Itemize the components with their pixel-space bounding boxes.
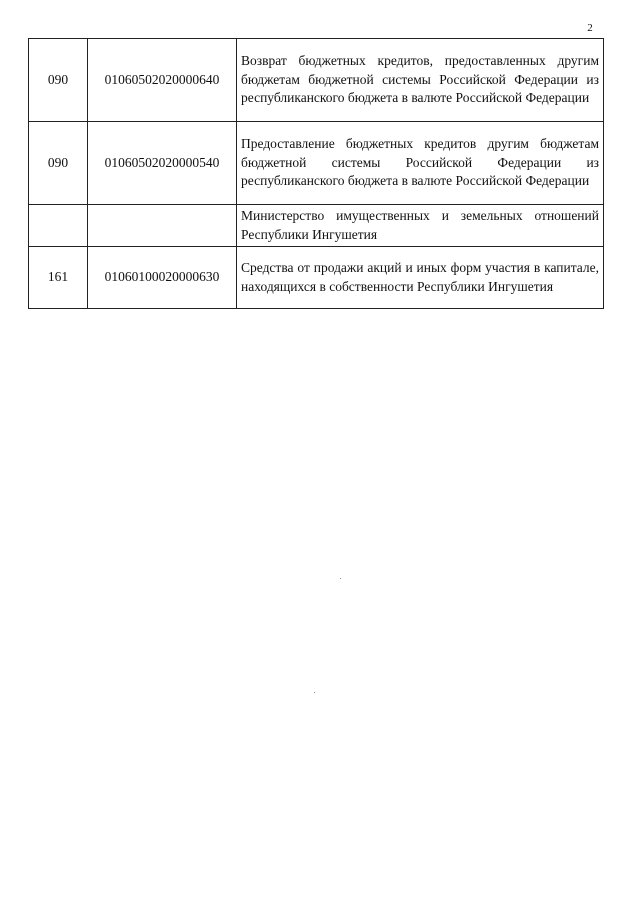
budget-code-cell: 01060502020000640 xyxy=(88,39,237,122)
description-cell: Предоставление бюджетных кредитов другим бюджетам бюджетной системы Российской Федерации из республиканского бюджета в валюте Российской Федерации xyxy=(237,122,604,205)
admin-code-cell: 090 xyxy=(29,39,88,122)
scan-speck xyxy=(340,578,341,579)
description-cell: Министерство имущественных и земельных отношений Республики Ингушетия xyxy=(237,205,604,247)
page-number: 2 xyxy=(587,22,593,34)
table-row xyxy=(29,205,604,247)
admin-code-cell xyxy=(29,205,88,247)
admin-code-cell: 161 xyxy=(29,247,88,309)
admin-code-cell: 090 xyxy=(29,122,88,205)
budget-code-cell: 01060502020000540 xyxy=(88,122,237,205)
budget-classification-table xyxy=(28,38,604,309)
budget-code-cell: 01060100020000630 xyxy=(88,247,237,309)
scan-speck xyxy=(314,692,315,693)
budget-code-cell xyxy=(88,205,237,247)
table-row xyxy=(29,247,604,309)
table-row xyxy=(29,122,604,205)
description-cell: Средства от продажи акций и иных форм участия в капитале, находящихся в собственности Республики Ингушетия xyxy=(237,247,604,309)
description-cell: Возврат бюджетных кредитов, предоставленных другим бюджетам бюджетной системы Российской Федерации из республиканского бюджета в валюте Российской Федерации xyxy=(237,39,604,122)
table-row xyxy=(29,39,604,122)
